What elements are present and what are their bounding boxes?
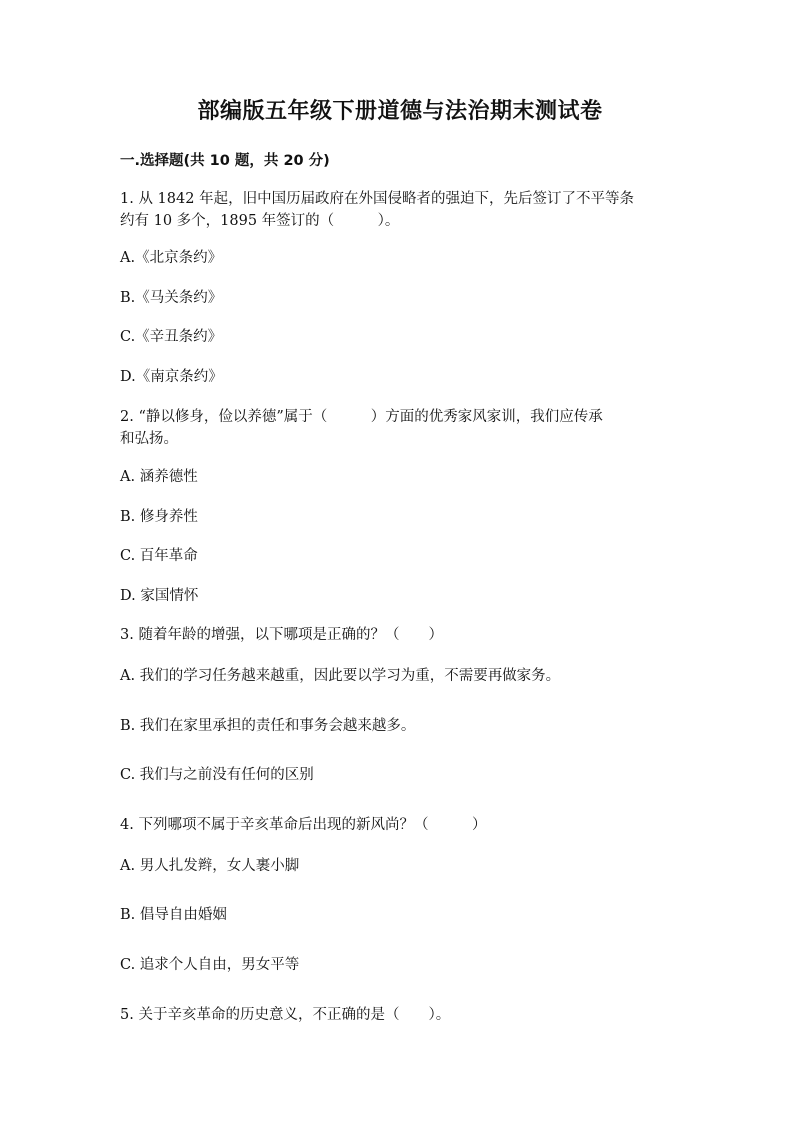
- question-4-option-c: C. 追求个人自由，男女平等: [120, 957, 300, 973]
- question-1-option-b: B.《马关条约》: [120, 290, 223, 306]
- question-4-stem: 4. 下列哪项不属于辛亥革命后出现的新风尚？（ ）: [120, 817, 487, 833]
- page-title: 部编版五年级下册道德与法治期末测试卷: [197, 99, 603, 124]
- question-3-option-b: B. 我们在家里承担的责任和事务会越来越多。: [120, 718, 416, 734]
- question-2-stem-line-2: 和弘扬。: [120, 431, 178, 447]
- question-3-option-a: A. 我们的学习任务越来越重，因此要以学习为重，不需要再做家务。: [120, 668, 561, 684]
- question-2-option-c: C. 百年革命: [120, 548, 198, 564]
- question-3-stem: 3. 随着年龄的增强，以下哪项是正确的？（ ）: [120, 627, 443, 643]
- question-2-stem-line-1: 2. “静以修身，俭以养德”属于（ ）方面的优秀家风家训，我们应传承: [120, 409, 603, 425]
- question-1-option-c: C.《辛丑条约》: [120, 329, 223, 345]
- question-3-option-c: C. 我们与之前没有任何的区别: [120, 767, 314, 783]
- question-1-stem-line-2: 约有 10 多个，1895 年签订的（ ）。: [120, 213, 400, 229]
- question-1-option-d: D.《南京条约》: [120, 369, 223, 385]
- question-4-option-a: A. 男人扎发辫，女人裹小脚: [120, 858, 300, 874]
- question-5-stem: 5. 关于辛亥革命的历史意义，不正确的是（ ）。: [120, 1007, 451, 1023]
- question-1-stem-line-1: 1. 从 1842 年起，旧中国历届政府在外国侵略者的强迫下，先后签订了不平等条: [120, 191, 635, 207]
- question-2-option-a: A. 涵养德性: [120, 469, 198, 485]
- question-1-option-a: A.《北京条约》: [120, 250, 223, 266]
- question-2-option-d: D. 家国情怀: [120, 588, 199, 604]
- section-heading: 一.选择题(共 10 题，共 20 分): [120, 153, 330, 169]
- question-2-option-b: B. 修身养性: [120, 509, 198, 525]
- question-4-option-b: B. 倡导自由婚姻: [120, 907, 227, 923]
